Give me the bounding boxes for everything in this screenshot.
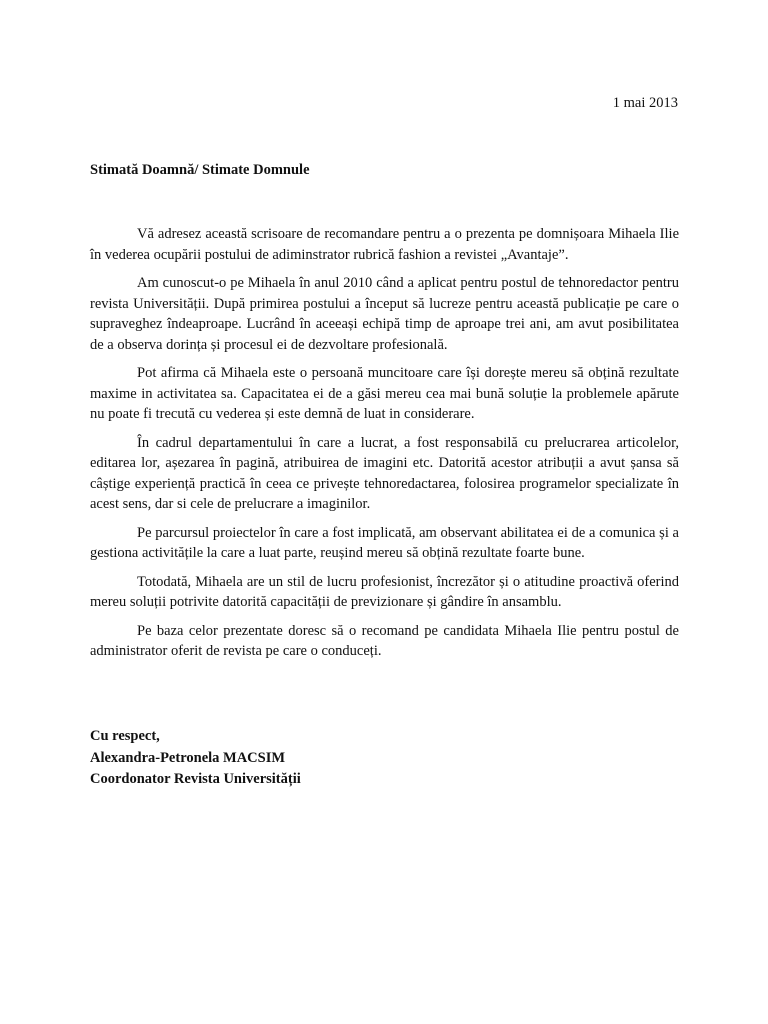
letter-date: 1 mai 2013 — [612, 95, 678, 111]
paragraph-projects: Pe parcursul proiectelor în care a fost implicată, am observant abilitatea ei de a comunica și a gestiona activitățile la care a luat parte, reușind mereu să obțină rezultate foarte bune. — [90, 524, 679, 561]
letter-signature-block — [90, 726, 301, 791]
paragraph-acquaintance: Am cunoscut-o pe Mihaela în anul 2010 când a aplicat pentru postul de tehnoredactor pentru revista Universității. După primirea postului a început să lucreze pentru această publicație pe care o supraveghez îndeaproape. Lucrând în aceeași echipă timp de aproape trei ani, am avut posibilitatea de a observa dorința și procesul ei de dezvoltare profesională. — [90, 275, 679, 353]
paragraph-work-style: Totodată, Mihaela are un stil de lucru profesionist, încrezător și o atitudine proactivă oferind mereu soluții potrivite datorită capacității de previzionare și gândire în ansamblu. — [90, 573, 679, 610]
letter-salutation: Stimată Doamnă/ Stimate Domnule — [90, 162, 310, 178]
letter-body — [90, 224, 679, 670]
closing-phrase: Cu respect, — [90, 728, 160, 744]
paragraph-qualities: Pot afirma că Mihaela este o persoană muncitoare care își dorește mereu să obțină rezultate maxime in activitatea sa. Capacitatea ei de a găsi mereu cea mai bună soluție la problemele apărute nu poate fi trecută cu vederea și este demnă de luat in considerare. — [90, 365, 679, 422]
paragraph-introduction: Vă adresez această scrisoare de recomandare pentru a o prezenta pe domnișoara Mihaela Ilie în vederea ocupării postului de adiminstrator rubrică fashion a revistei „Avantaje”. — [90, 226, 679, 263]
paragraph-recommendation: Pe baza celor prezentate doresc să o recomand pe candidata Mihaela Ilie pentru postul de administrator oferit de revista pe care o conduceți. — [90, 622, 679, 659]
paragraph-responsibilities: În cadrul departamentului în care a lucrat, a fost responsabilă cu prelucrarea articolelor, editarea lor, așezarea în pagină, atribuirea de imagini etc. Datorită acestor atribuții a avut șansa să câștige experiență practică în ceea ce privește tehnoredactarea, folosirea programelor specializate în acest sens, dar si cele de prelucrare a imaginilor. — [90, 434, 679, 512]
signer-title: Coordonator Revista Universității — [90, 771, 301, 787]
signer-name: Alexandra-Petronela MACSIM — [90, 749, 286, 766]
